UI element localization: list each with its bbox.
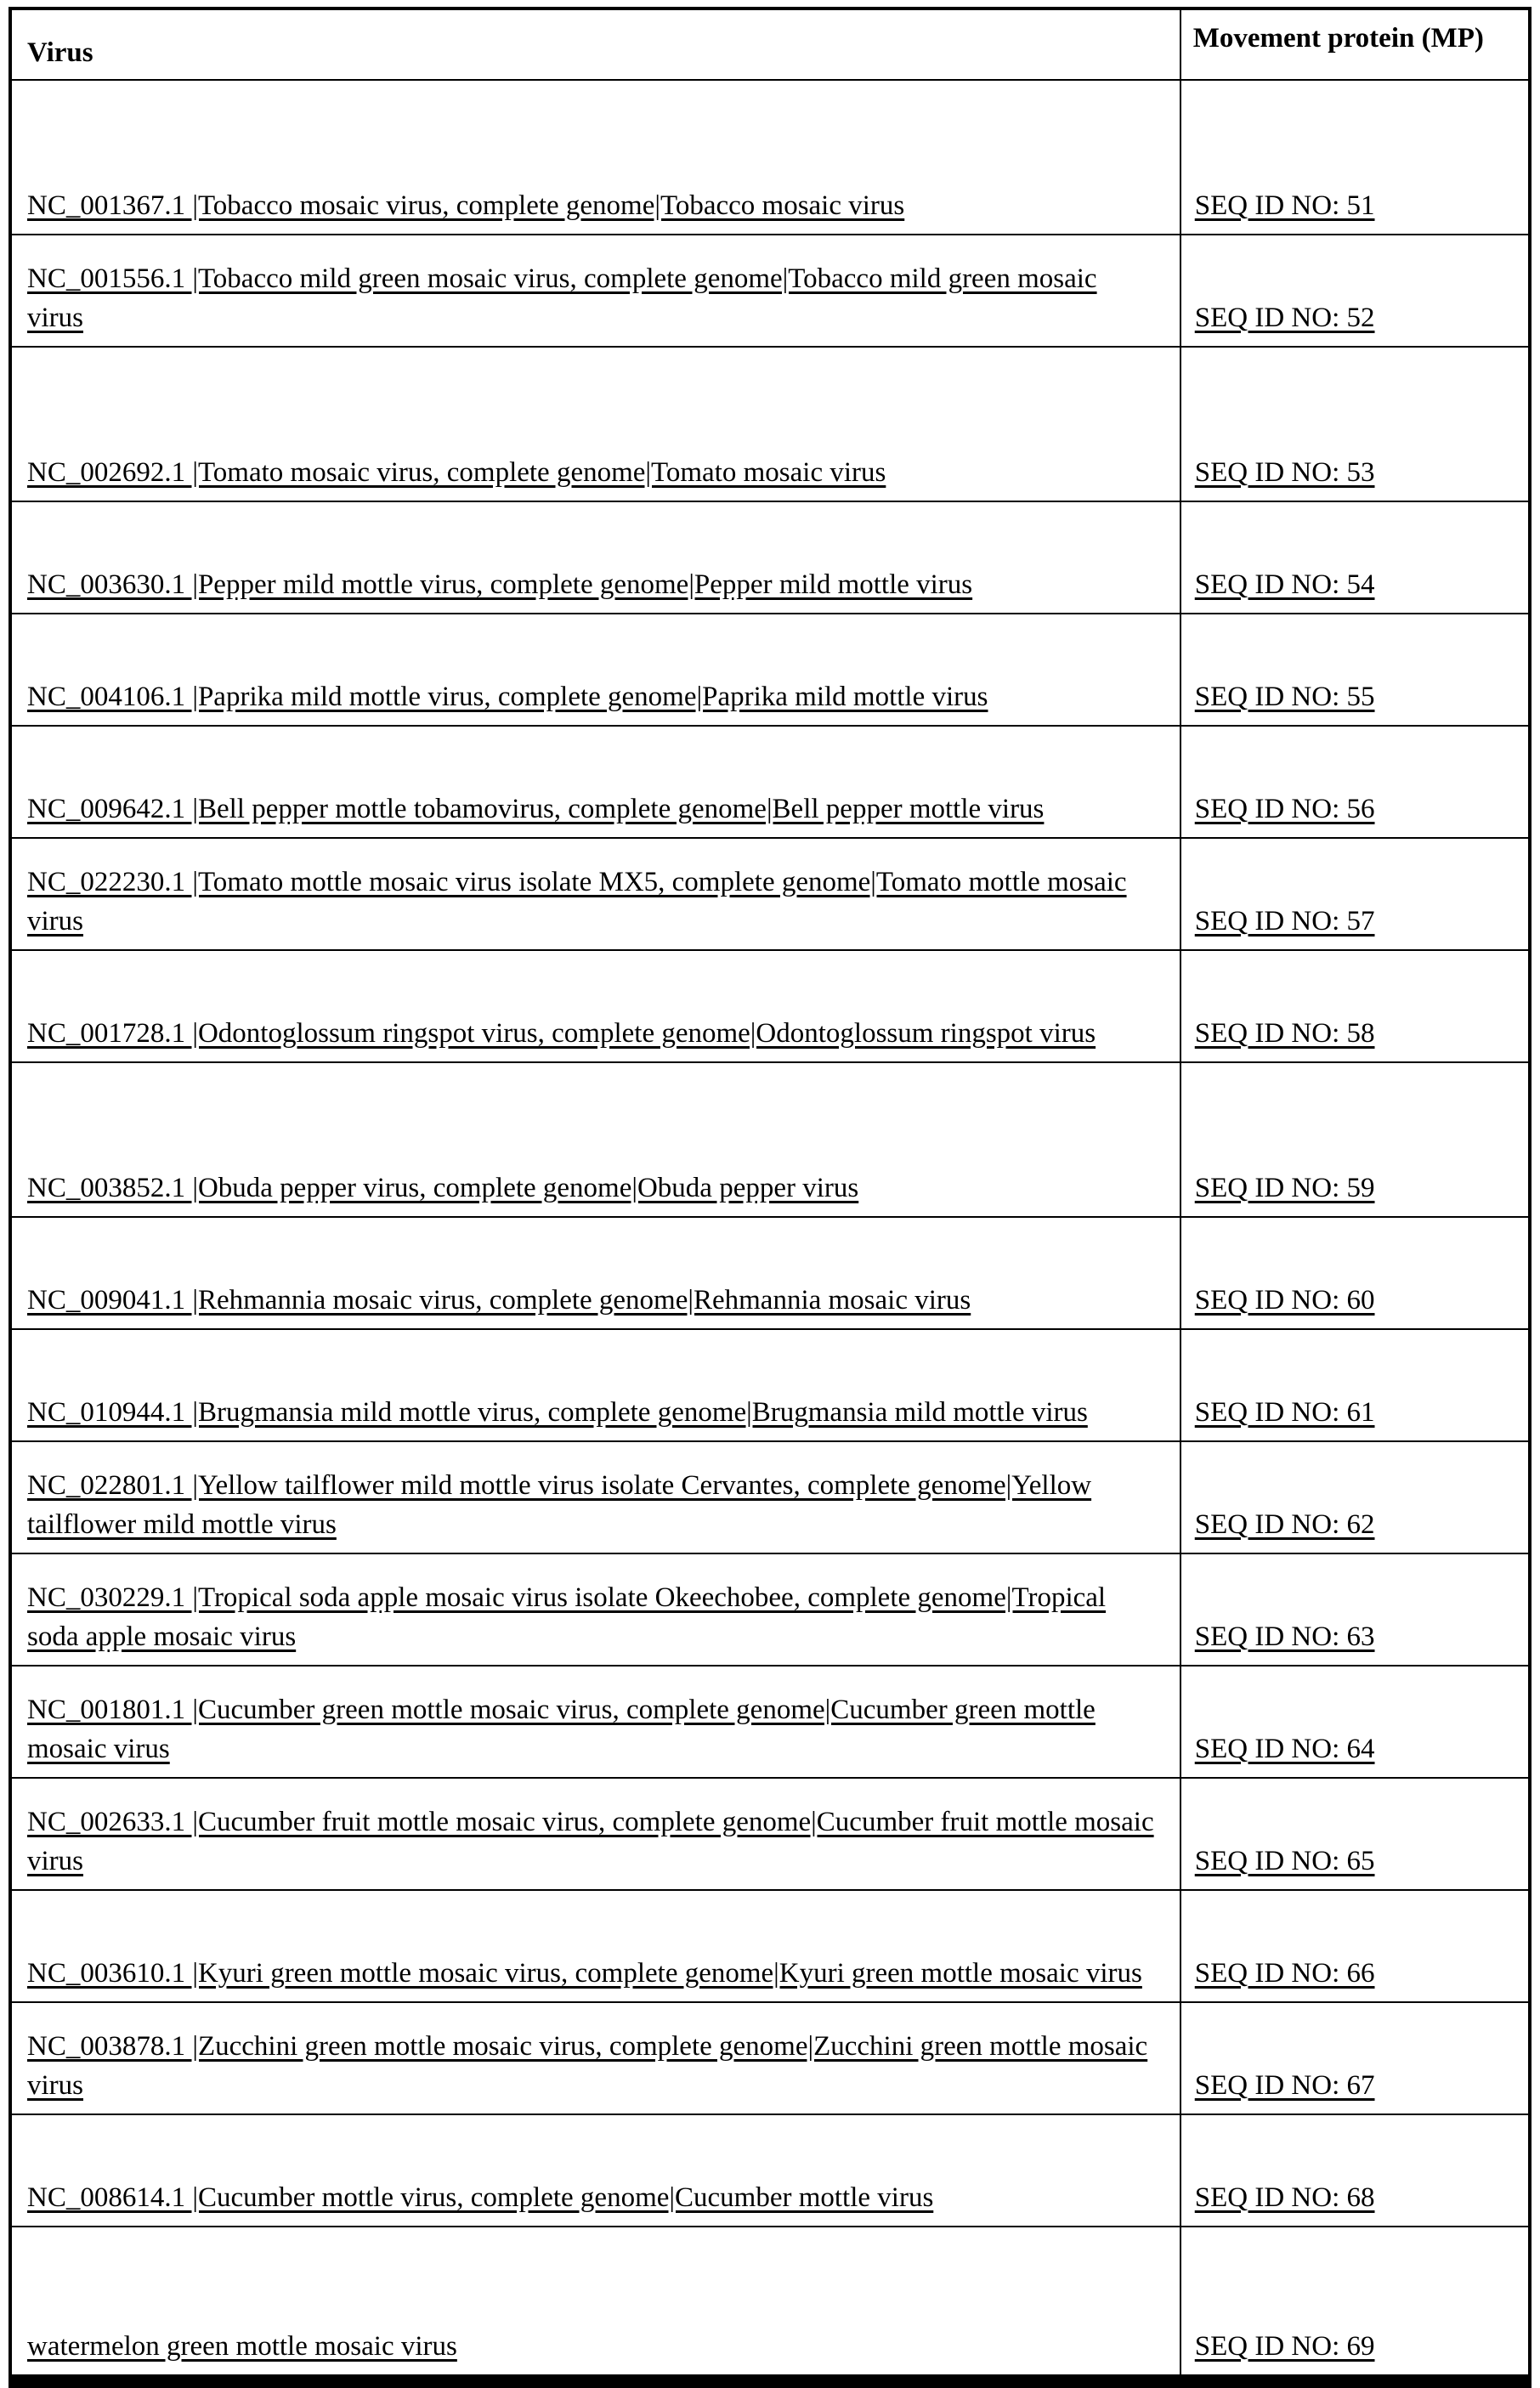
seq-id-value: SEQ ID NO: 66: [1194, 1957, 1375, 1989]
seq-id-cell: [1180, 1553, 1530, 1666]
table-row: [10, 1062, 1530, 1217]
seq-id-value: SEQ ID NO: 61: [1194, 1396, 1375, 1428]
seq-id-value: SEQ ID NO: 55: [1194, 681, 1375, 712]
table-row: [10, 1553, 1530, 1666]
seq-id-value: SEQ ID NO: 68: [1194, 2181, 1375, 2213]
virus-cell: [10, 1062, 1180, 1217]
table-row: [10, 347, 1530, 501]
table-row: [10, 614, 1530, 726]
table-row: [10, 1778, 1530, 1890]
virus-cell: [10, 501, 1180, 614]
seq-id-value: SEQ ID NO: 60: [1194, 1284, 1375, 1316]
virus-description: NC_003630.1 |Pepper mild mottle virus, complete genome|Pepper mild mottle virus: [27, 569, 973, 600]
virus-description: NC_030229.1 |Tropical soda apple mosaic virus isolate Okeechobee, complete genome|Tropical soda apple mosaic virus: [27, 1582, 1107, 1652]
table-row: [10, 726, 1530, 838]
virus-cell: [10, 1441, 1180, 1553]
virus-description: NC_002633.1 |Cucumber fruit mottle mosaic virus, complete genome|Cucumber fruit mottle mosaic virus: [27, 1806, 1154, 1876]
seq-id-value: SEQ ID NO: 56: [1194, 793, 1375, 824]
seq-id-cell: [1180, 2114, 1530, 2227]
table-row: [10, 80, 1530, 235]
table-row: [10, 2227, 1530, 2381]
seq-id-cell: [1180, 2002, 1530, 2114]
virus-cell: [10, 1329, 1180, 1441]
movement-protein-column-header: [1180, 8, 1530, 80]
virus-description: NC_009642.1 |Bell pepper mottle tobamovirus, complete genome|Bell pepper mottle virus: [27, 793, 1045, 824]
seq-id-value: SEQ ID NO: 57: [1194, 905, 1375, 937]
virus-cell: [10, 2114, 1180, 2227]
virus-description: watermelon green mottle mosaic virus: [27, 2330, 457, 2362]
seq-id-value: SEQ ID NO: 65: [1194, 1845, 1375, 1876]
virus-description: NC_009041.1 |Rehmannia mosaic virus, complete genome|Rehmannia mosaic virus: [27, 1284, 971, 1316]
seq-id-value: SEQ ID NO: 62: [1194, 1508, 1375, 1540]
seq-id-cell: [1180, 838, 1530, 950]
virus-description: NC_022230.1 |Tomato mottle mosaic virus isolate MX5, complete genome|Tomato mottle mosaic virus: [27, 866, 1127, 937]
seq-id-value: SEQ ID NO: 51: [1194, 190, 1375, 221]
seq-id-cell: [1180, 1890, 1530, 2002]
table-row: [10, 1329, 1530, 1441]
virus-cell: [10, 2227, 1180, 2381]
table-row: [10, 1666, 1530, 1778]
table-row: [10, 235, 1530, 347]
virus-cell: [10, 2002, 1180, 2114]
seq-id-value: SEQ ID NO: 59: [1194, 1172, 1375, 1203]
virus-description: NC_022801.1 |Yellow tailflower mild mottle virus isolate Cervantes, complete genome|Yellow tailflower mild mottle virus: [27, 1469, 1092, 1540]
seq-id-cell: [1180, 347, 1530, 501]
virus-cell: [10, 347, 1180, 501]
virus-cell: [10, 235, 1180, 347]
seq-id-cell: [1180, 80, 1530, 235]
virus-description: NC_001367.1 |Tobacco mosaic virus, complete genome|Tobacco mosaic virus: [27, 190, 905, 221]
header-row: [10, 8, 1530, 80]
seq-id-cell: [1180, 1441, 1530, 1553]
table-row: [10, 501, 1530, 614]
virus-column-header: [10, 8, 1180, 80]
seq-id-value: SEQ ID NO: 69: [1194, 2330, 1375, 2362]
seq-id-cell: [1180, 1217, 1530, 1329]
virus-description: NC_003878.1 |Zucchini green mottle mosaic virus, complete genome|Zucchini green mottle mosaic virus: [27, 2030, 1148, 2101]
table-row: [10, 2002, 1530, 2114]
seq-id-value: SEQ ID NO: 67: [1194, 2069, 1375, 2101]
seq-id-value: SEQ ID NO: 63: [1194, 1621, 1375, 1652]
table-row: [10, 1890, 1530, 2002]
seq-id-cell: [1180, 1329, 1530, 1441]
table-body: [10, 80, 1530, 2381]
virus-movement-protein-table: [8, 7, 1532, 2388]
seq-id-cell: [1180, 501, 1530, 614]
movement-protein-column-header-label: Movement protein (MP): [1192, 23, 1484, 54]
virus-cell: [10, 838, 1180, 950]
table-row: [10, 950, 1530, 1062]
virus-description: NC_008614.1 |Cucumber mottle virus, complete genome|Cucumber mottle virus: [27, 2181, 934, 2213]
virus-description: NC_010944.1 |Brugmansia mild mottle virus, complete genome|Brugmansia mild mottle virus: [27, 1396, 1088, 1428]
virus-cell: [10, 614, 1180, 726]
virus-description: NC_001801.1 |Cucumber green mottle mosaic virus, complete genome|Cucumber green mottle mosaic virus: [27, 1694, 1096, 1764]
virus-cell: [10, 1217, 1180, 1329]
seq-id-cell: [1180, 1062, 1530, 1217]
seq-id-cell: [1180, 950, 1530, 1062]
virus-cell: [10, 1553, 1180, 1666]
table-row: [10, 838, 1530, 950]
seq-id-cell: [1180, 1778, 1530, 1890]
virus-cell: [10, 726, 1180, 838]
seq-id-value: SEQ ID NO: 52: [1194, 302, 1375, 333]
virus-cell: [10, 950, 1180, 1062]
seq-id-cell: [1180, 235, 1530, 347]
seq-id-cell: [1180, 614, 1530, 726]
seq-id-value: SEQ ID NO: 58: [1194, 1017, 1375, 1049]
virus-cell: [10, 1666, 1180, 1778]
table-row: [10, 1441, 1530, 1553]
virus-description: NC_002692.1 |Tomato mosaic virus, complete genome|Tomato mosaic virus: [27, 456, 886, 488]
virus-cell: [10, 1778, 1180, 1890]
table-row: [10, 1217, 1530, 1329]
seq-id-cell: [1180, 1666, 1530, 1778]
seq-id-value: SEQ ID NO: 54: [1194, 569, 1375, 600]
virus-description: NC_004106.1 |Paprika mild mottle virus, complete genome|Paprika mild mottle virus: [27, 681, 988, 712]
virus-description: NC_003610.1 |Kyuri green mottle mosaic virus, complete genome|Kyuri green mottle mosaic virus: [27, 1957, 1142, 1989]
seq-id-value: SEQ ID NO: 64: [1194, 1733, 1375, 1764]
virus-cell: [10, 80, 1180, 235]
virus-description: NC_001556.1 |Tobacco mild green mosaic virus, complete genome|Tobacco mild green mosaic virus: [27, 263, 1097, 333]
virus-description: NC_003852.1 |Obuda pepper virus, complete genome|Obuda pepper virus: [27, 1172, 859, 1203]
virus-column-header-label: Virus: [27, 37, 93, 68]
seq-id-value: SEQ ID NO: 53: [1194, 456, 1375, 488]
seq-id-cell: [1180, 726, 1530, 838]
virus-description: NC_001728.1 |Odontoglossum ringspot virus, complete genome|Odontoglossum ringspot virus: [27, 1017, 1096, 1049]
virus-cell: [10, 1890, 1180, 2002]
table-row: [10, 2114, 1530, 2227]
seq-id-cell: [1180, 2227, 1530, 2381]
